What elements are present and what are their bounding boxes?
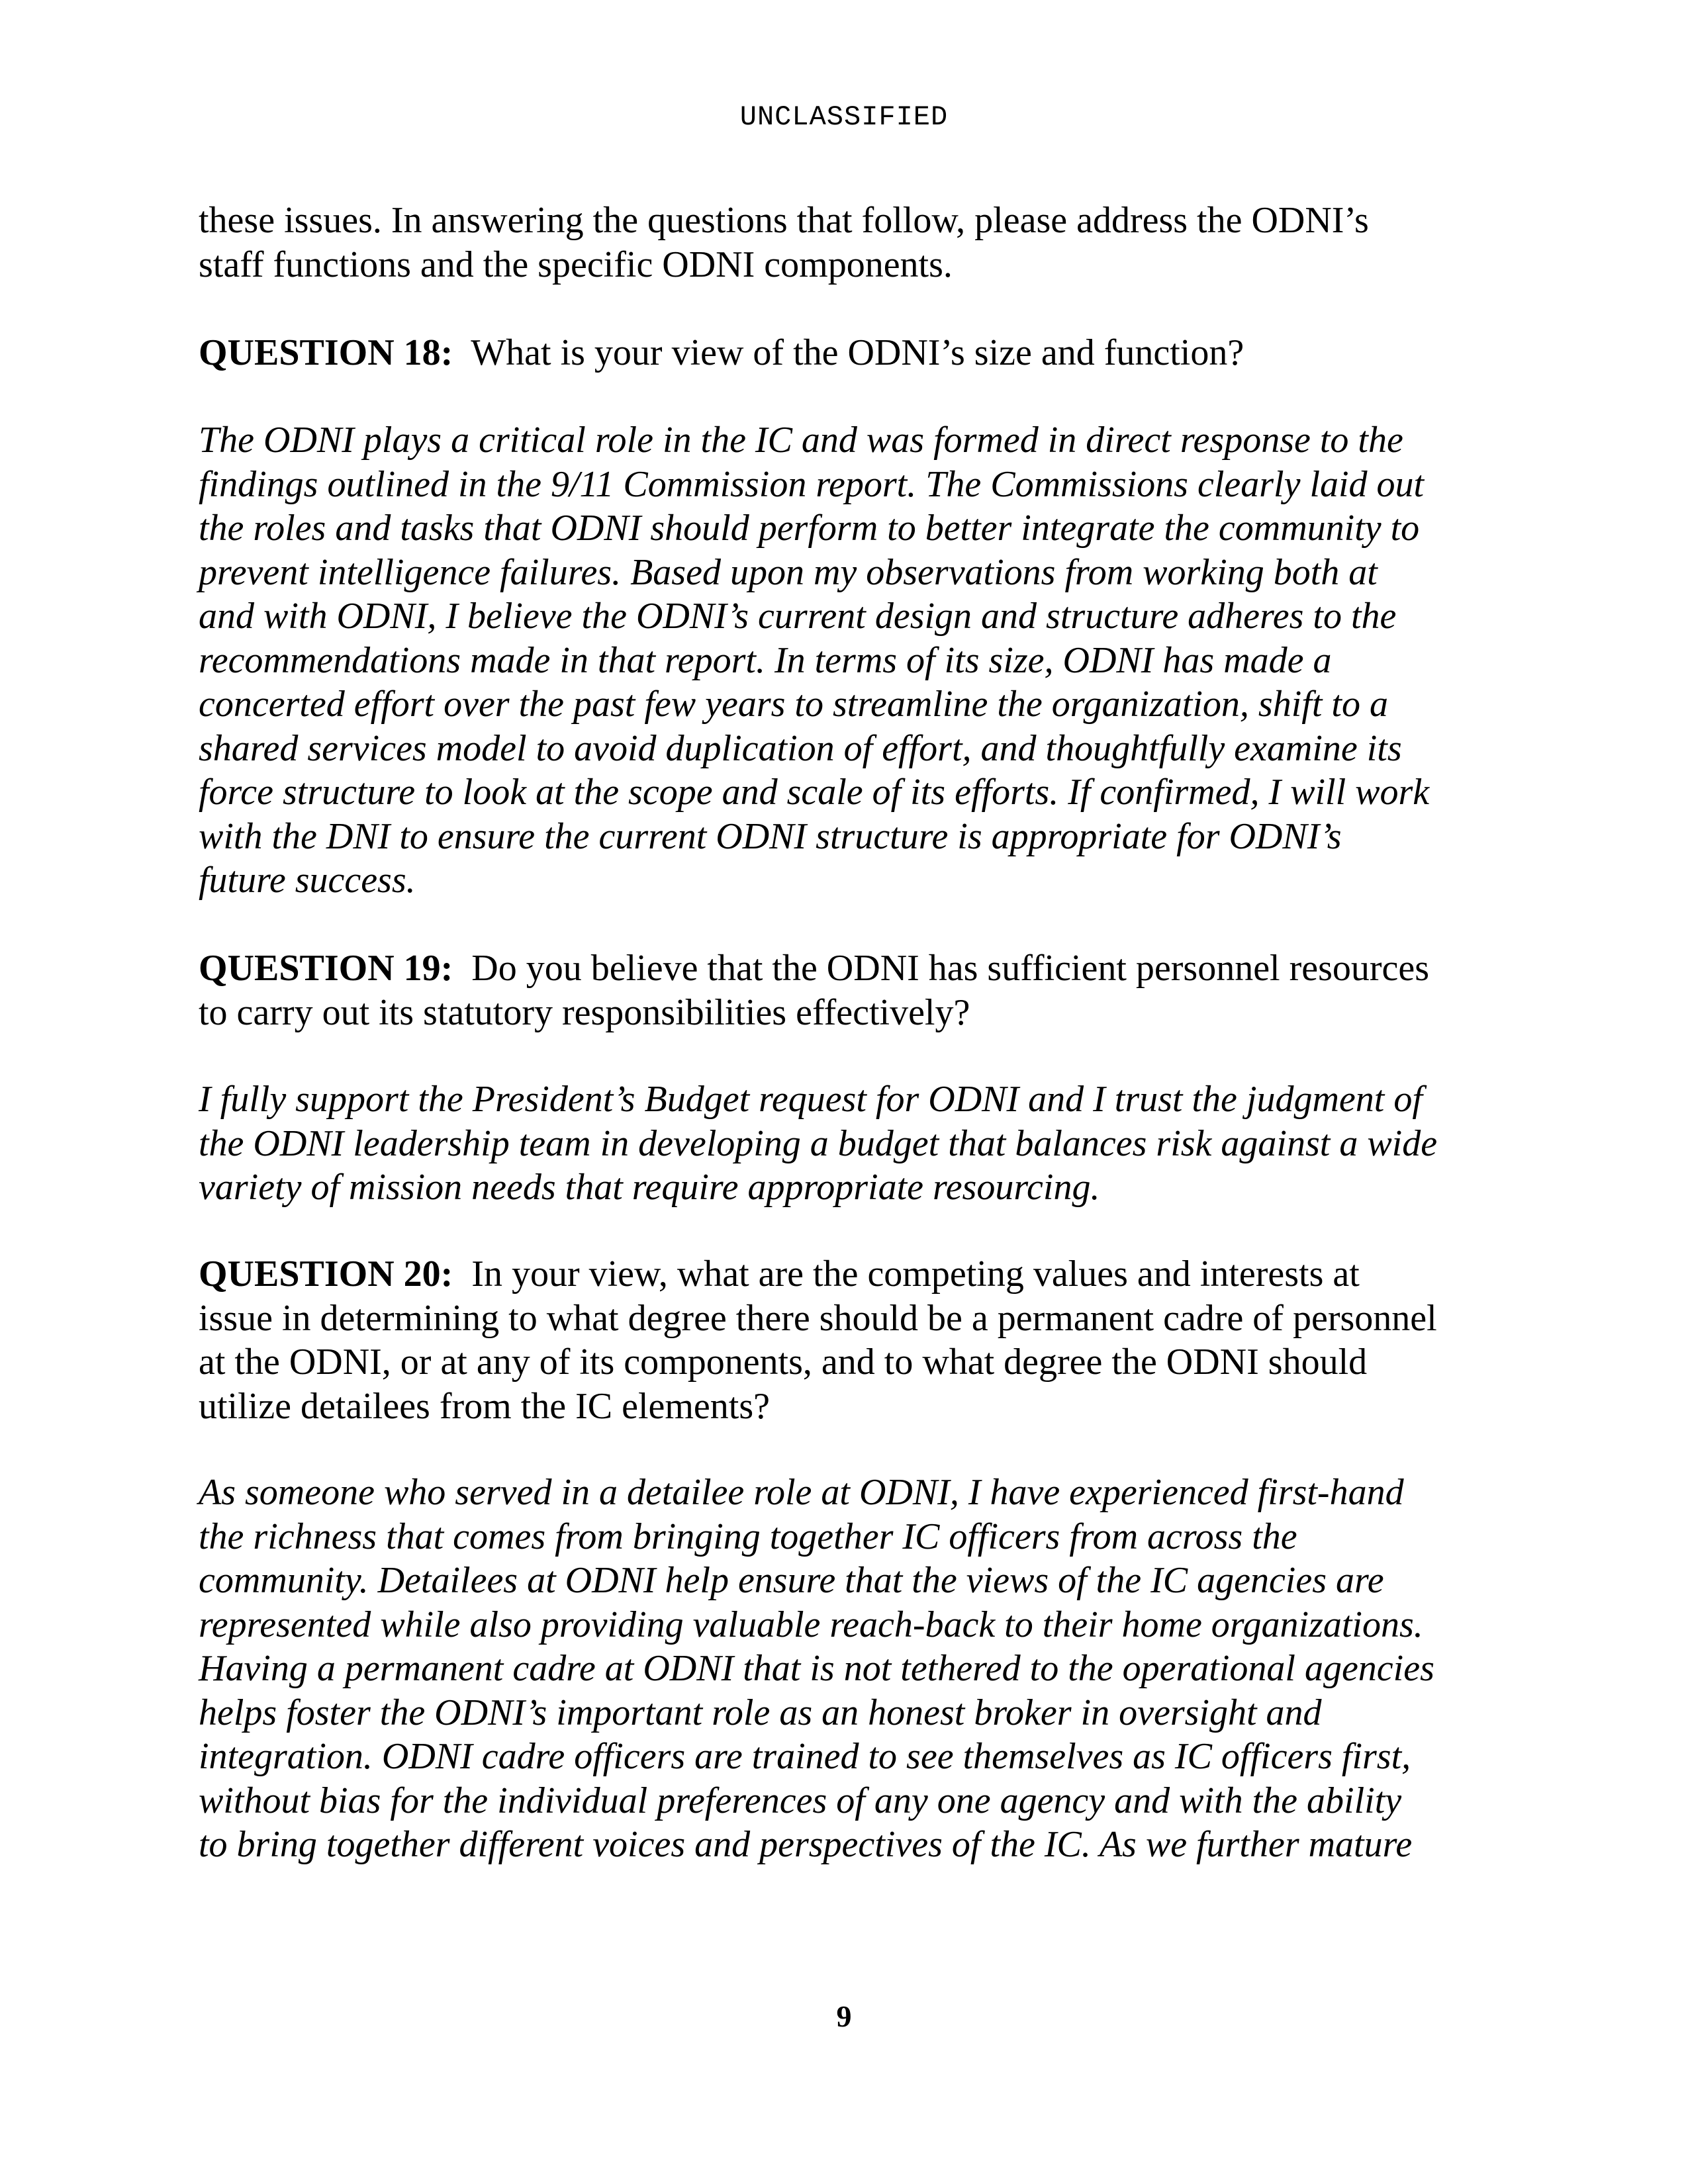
answer-line: without bias for the individual preferences of any one agency and with the ability [199, 1780, 1402, 1821]
answer-line: the richness that comes from bringing together IC officers from across the [199, 1516, 1297, 1557]
question-text: utilize detailees from the IC elements? [199, 1385, 770, 1427]
question-label: QUESTION 18: [199, 332, 453, 373]
answer-line: with the DNI to ensure the current ODNI structure is appropriate for ODNI’s [199, 815, 1342, 857]
answer-line: I fully support the President’s Budget request for ODNI and I trust the judgment of [199, 1079, 1423, 1120]
answer-line: helps foster the ODNI’s important role as an honest broker in oversight and [199, 1692, 1322, 1733]
question-18 [199, 331, 1509, 375]
answer-line: force structure to look at the scope and scale of its efforts. If confirmed, I will work [199, 772, 1430, 813]
question-text: In your view, what are the competing values and interests at [471, 1253, 1360, 1295]
intro-line: these issues. In answering the questions that follow, please address the ODNI’s [199, 200, 1369, 241]
answer-line: and with ODNI, I believe the ODNI’s current design and structure adheres to the [199, 596, 1397, 637]
answer-line: As someone who served in a detailee role at ODNI, I have experienced first-hand [199, 1472, 1404, 1513]
question-19 [199, 946, 1509, 1034]
question-20 [199, 1252, 1509, 1428]
question-text: issue in determining to what degree there should be a permanent cadre of personnel [199, 1297, 1437, 1339]
answer-line: community. Detailees at ODNI help ensure that the views of the IC agencies are [199, 1560, 1384, 1601]
answer-line: variety of mission needs that require appropriate resourcing. [199, 1167, 1100, 1208]
answer-line: concerted effort over the past few years to streamline the organization, shift to a [199, 684, 1388, 725]
answer-line: The ODNI plays a critical role in the IC and was formed in direct response to the [199, 420, 1403, 461]
question-label: QUESTION 20: [199, 1253, 453, 1295]
answer-line: findings outlined in the 9/11 Commission report. The Commissions clearly laid out [199, 463, 1425, 505]
answer-18 [199, 418, 1509, 903]
answer-line: Having a permanent cadre at ODNI that is not tethered to the operational agencies [199, 1648, 1434, 1689]
answer-20 [199, 1471, 1509, 1867]
answer-line: recommendations made in that report. In terms of its size, ODNI has made a [199, 639, 1332, 681]
answer-line: shared services model to avoid duplication of effort, and thoughtfully examine its [199, 727, 1402, 769]
question-text: Do you believe that the ODNI has sufficient personnel resources [471, 948, 1430, 989]
question-label: QUESTION 19: [199, 948, 453, 989]
answer-19 [199, 1077, 1509, 1210]
page-number: 9 [836, 1999, 852, 2033]
intro-paragraph [199, 199, 1509, 287]
answer-line: to bring together different voices and perspectives of the IC. As we further mature [199, 1824, 1413, 1865]
answer-line: future success. [199, 860, 416, 901]
answer-line: the ODNI leadership team in developing a budget that balances risk against a wide [199, 1122, 1438, 1164]
question-text: at the ODNI, or at any of its components, and to what degree the ODNI should [199, 1342, 1368, 1383]
answer-line: the roles and tasks that ODNI should perform to better integrate the community to [199, 508, 1420, 549]
intro-line: staff functions and the specific ODNI components. [199, 244, 953, 285]
classification-header: UNCLASSIFIED [739, 101, 949, 133]
answer-line: prevent intelligence failures. Based upon my observations from working both at [199, 551, 1378, 593]
question-text: to carry out its statutory responsibilities effectively? [199, 991, 970, 1033]
question-text: What is your view of the ODNI’s size and function? [471, 332, 1244, 373]
answer-line: integration. ODNI cadre officers are trained to see themselves as IC officers first, [199, 1736, 1411, 1777]
answer-line: represented while also providing valuable reach-back to their home organizations. [199, 1604, 1423, 1645]
